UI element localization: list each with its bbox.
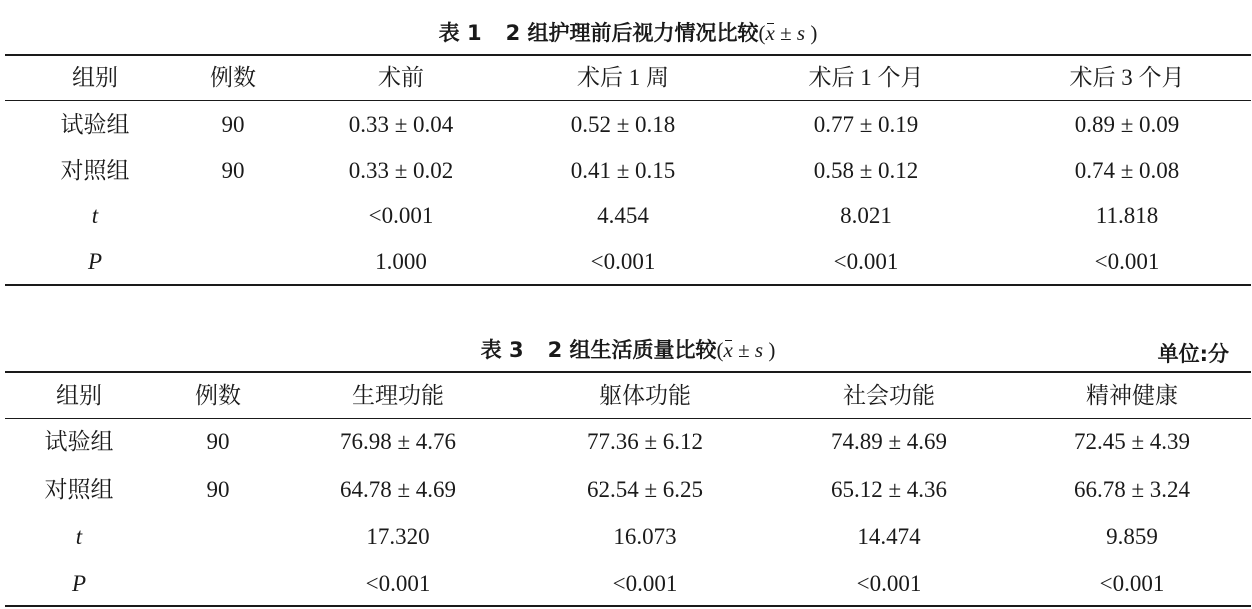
table-1-title: 2 组护理前后视力情况比较 xyxy=(505,21,759,45)
table-1-number: 表 1 xyxy=(438,21,482,45)
header-mental-health: 精神健康 xyxy=(1086,383,1178,408)
formula-open-paren: ( xyxy=(758,21,766,45)
header-physical-function: 躯体功能 xyxy=(599,383,691,408)
row-label-t: t xyxy=(91,203,99,228)
header-social-function: 社会功能 xyxy=(843,383,935,408)
header-count: 例数 xyxy=(195,383,241,408)
cell-value: 0.58 ± 0.12 xyxy=(813,158,919,183)
cell-value: 0.33 ± 0.02 xyxy=(348,158,454,183)
header-group: 组别 xyxy=(56,383,102,408)
header-count: 例数 xyxy=(210,65,256,90)
cell-value: 4.454 xyxy=(597,203,649,228)
formula-sd-symbol: s xyxy=(754,338,764,362)
formula-plus-minus: ± xyxy=(774,21,797,45)
formula-close-paren: ) xyxy=(805,21,818,45)
cell-value: 76.98 ± 4.76 xyxy=(339,429,457,454)
cell-value: 16.073 xyxy=(613,524,677,549)
table-row xyxy=(5,514,1251,560)
row-label: 对照组 xyxy=(44,477,114,502)
cell-value: <0.001 xyxy=(1094,249,1160,274)
header-postop-1-month: 术后 1 个月 xyxy=(808,65,924,90)
cell-value: 66.78 ± 3.24 xyxy=(1073,477,1191,502)
cell-value: 72.45 ± 4.39 xyxy=(1073,429,1191,454)
cell-value: 77.36 ± 6.12 xyxy=(586,429,704,454)
cell-value: 8.021 xyxy=(840,203,892,228)
cell-count xyxy=(158,514,278,560)
row-label-p: P xyxy=(71,571,87,596)
formula-open-paren: ( xyxy=(716,338,724,362)
cell-value: 64.78 ± 4.69 xyxy=(339,477,457,502)
formula-mean-symbol: x xyxy=(723,338,733,362)
table-3-unit-label: 单位:分 xyxy=(1157,342,1229,366)
header-group: 组别 xyxy=(72,65,118,90)
table-row xyxy=(5,561,1251,607)
cell-value: 11.818 xyxy=(1095,203,1159,228)
header-physiological-function: 生理功能 xyxy=(352,383,444,408)
cell-count: 90 xyxy=(206,429,230,454)
cell-value: <0.001 xyxy=(612,571,678,596)
table-3-bottom-rule xyxy=(5,605,1251,607)
table-3 xyxy=(5,0,1251,609)
header-preop: 术前 xyxy=(378,65,424,90)
cell-count: 90 xyxy=(221,158,245,183)
row-label-t: t xyxy=(75,524,83,549)
table-3-header-row xyxy=(5,373,1251,419)
table-3-caption xyxy=(5,336,1251,364)
row-label: 试验组 xyxy=(44,429,114,454)
cell-value: 17.320 xyxy=(366,524,430,549)
header-postop-3-month: 术后 3 个月 xyxy=(1069,65,1185,90)
formula-sd-symbol: s xyxy=(796,21,806,45)
table-3-number: 表 3 xyxy=(480,338,524,362)
row-label: 对照组 xyxy=(60,158,130,183)
cell-value: 9.859 xyxy=(1106,524,1158,549)
cell-value: 62.54 ± 6.25 xyxy=(586,477,704,502)
row-label-p: P xyxy=(87,249,103,274)
cell-count xyxy=(158,561,278,607)
row-label: 试验组 xyxy=(60,112,130,137)
cell-value: 1.000 xyxy=(375,249,427,274)
cell-value: 0.74 ± 0.08 xyxy=(1074,158,1180,183)
cell-value: 0.52 ± 0.18 xyxy=(570,112,676,137)
cell-count: 90 xyxy=(206,477,230,502)
cell-value: <0.001 xyxy=(856,571,922,596)
formula-plus-minus: ± xyxy=(732,338,755,362)
cell-value: 0.89 ± 0.09 xyxy=(1074,112,1180,137)
cell-value: 0.41 ± 0.15 xyxy=(570,158,676,183)
cell-value: <0.001 xyxy=(365,571,431,596)
cell-value: <0.001 xyxy=(833,249,899,274)
table-3-formula xyxy=(717,338,776,362)
table-row xyxy=(5,467,1251,513)
cell-value: 0.33 ± 0.04 xyxy=(348,112,454,137)
cell-value: <0.001 xyxy=(1099,571,1165,596)
cell-value: 0.77 ± 0.19 xyxy=(813,112,919,137)
cell-value: 65.12 ± 4.36 xyxy=(830,477,948,502)
cell-value: 14.474 xyxy=(857,524,921,549)
cell-value: <0.001 xyxy=(368,203,434,228)
header-postop-1-week: 术后 1 周 xyxy=(577,65,669,90)
formula-mean-symbol: x xyxy=(765,21,775,45)
table-3-title: 2 组生活质量比较 xyxy=(547,338,717,362)
cell-count: 90 xyxy=(221,112,245,137)
cell-value: <0.001 xyxy=(590,249,656,274)
cell-value: 74.89 ± 4.69 xyxy=(830,429,948,454)
formula-close-paren: ) xyxy=(763,338,776,362)
table-row xyxy=(5,419,1251,465)
